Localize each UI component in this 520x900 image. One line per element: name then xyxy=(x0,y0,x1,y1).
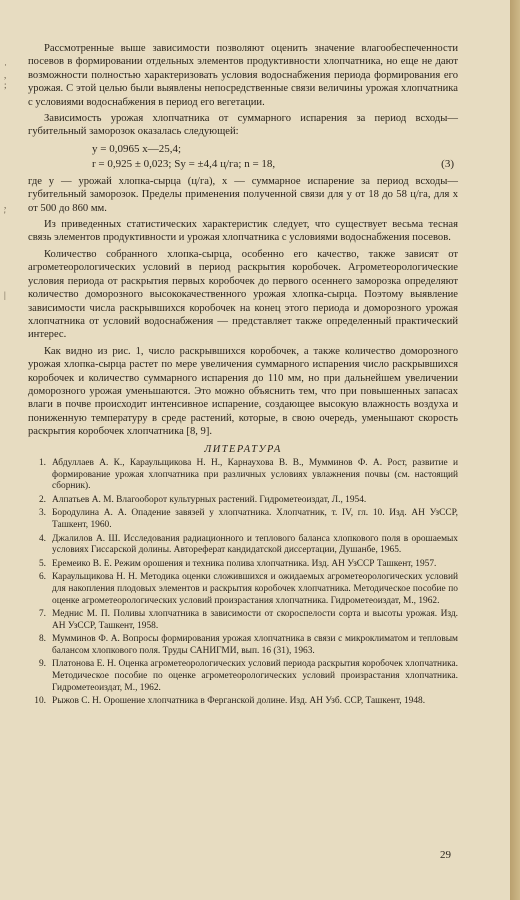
reference-item xyxy=(28,659,458,694)
reference-item xyxy=(28,559,458,571)
reference-item xyxy=(28,696,458,708)
paragraph: Количество собранного хлопка-сырца, особенно его качество, также зависят от агрометеорологических условий в период раскрытия коробочек. Агрометеорологические условия периода от раскрытия первых коробочек до первого осеннего заморозка определяют количество доморозного высококачественного урожая хлопка-сырца. Поэтому выявление зависимости числа раскрывшихся коробочек на конец этого периода и доморозного урожая хлопчатника от условий водоснабжения — представляет также определенный практический интерес. xyxy=(28,248,458,341)
formula-number: (3) xyxy=(441,157,454,170)
margin-mark: , ' xyxy=(4,200,7,220)
reference-text: Бородулина А. А. Опадение завязей у хлопчатника. Хлопчатник, т. IV, гл. 10. Изд. АН УзССР, Ташкент, 1960. xyxy=(52,508,458,530)
reference-text: Алпатьев А. М. Влагооборот культурных растений. Гидрометеоиздат, Л., 1954. xyxy=(52,494,367,505)
reference-number: 9. xyxy=(38,659,46,670)
main-text xyxy=(28,42,458,710)
margin-mark: · , ; xyxy=(4,60,7,90)
formula-line-2: r = 0,925 ± 0,023; Sy = ±4,4 ц/га; n = 18, xyxy=(92,157,276,170)
reference-item xyxy=(28,508,458,531)
reference-number: 2. xyxy=(38,494,46,505)
reference-text: Рыжов С. Н. Орошение хлопчатника в Ферганской долине. Изд. АН Узб. ССР, Ташкент, 1948. xyxy=(52,696,426,707)
reference-text: Караульщикова Н. Н. Методика оценки сложившихся и ожидаемых агрометеорологических условий для накопления плодовых элементов и раскрытия коробочек хлопчатника. Методическое пособие по оценке агрометеорологических условий произрастания хлопчатника. Гидрометеоиздат, М., 1962. xyxy=(52,572,458,606)
reference-text: Еремеико В. Е. Режим орошения и техника полива хлопчатника. Изд. АН УзССР Ташкент, 1957. xyxy=(52,558,437,569)
paragraph: Из приведенных статистических характеристик следует, что существует весьма тесная связь элементов продуктивности и урожая хлопчатника с условиями водоснабжения посевов. xyxy=(28,219,458,244)
formula-line-1: y = 0,0965 x—25,4; xyxy=(92,142,182,155)
paragraph: Зависимость урожая хлопчатника от суммарного испарения за период всходы—губительный заморозок оказалась следующей: xyxy=(28,113,458,138)
reference-number: 5. xyxy=(38,558,46,569)
reference-item xyxy=(28,495,458,507)
references-title: ЛИТЕРАТУРА xyxy=(204,443,282,455)
paragraph: Рассмотренные выше зависимости позволяют оценить значение влагообеспеченности посевов в формировании отдельных элементов продуктивности хлопчатника, но еще не дают возможности полностью характеризовать условия водоснабжения периода формирования его урожая. С этой целью были выявлены непосредственные связи величины урожая хлопчатника с условиями водоснабжения в период его вегетации. xyxy=(28,43,458,108)
reference-item xyxy=(28,458,458,493)
paragraph: Как видно из рис. 1, число раскрывшихся коробочек, а также количество доморозного урожая хлопка-сырца растет по мере увеличения суммарного испарения число раскрывшихся коробочек и количество суммарного испарения до 110 мм, но при дальнейшем увеличении доморозного урожая уменьшаются. Это можно объяснить тем, что при повышенных запасах влаги в почве происходит интенсивное испарение, создающее высокую влажность воздуха и пониженную температуру в среде растений, которые, в свою очередь, уменьшают скорость раскрытия коробочек хлопчатника [8, 9]. xyxy=(28,345,458,438)
reference-number: 6. xyxy=(38,572,46,583)
page-edge xyxy=(510,0,520,900)
reference-item xyxy=(28,609,458,632)
reference-text: Платонова Е. Н. Оценка агрометеорологических условий периода раскрытия коробочек хлопчатника. Методическое пособие по оценке агрометеорологических условий произрастания хлопчатника. Гидрометеоиздат, М., 1962. xyxy=(52,659,458,693)
reference-text: Меднис М. П. Поливы хлопчатника в зависимости от скороспелости сорта и высоты урожая. Изд. АН УзССР, Ташкент, 1958. xyxy=(52,609,458,631)
reference-number: 3. xyxy=(38,508,46,519)
reference-text: Мумминов Ф. А. Вопросы формирования урожая хлопчатника в связи с микроклиматом и тепловым балансом хлопкового поля. Труды САНИГМИ, вып. 16 (31), 1963. xyxy=(52,634,458,656)
reference-item xyxy=(28,634,458,657)
reference-item xyxy=(28,572,458,607)
reference-number: 7. xyxy=(38,609,46,620)
reference-number: 4. xyxy=(38,533,46,544)
reference-number: 1. xyxy=(38,457,46,468)
page-number: 29 xyxy=(440,849,451,861)
margin-mark: | xyxy=(4,290,6,300)
formula xyxy=(28,142,458,172)
reference-text: Абдуллаев А. К., Караульщикова Н. Н., Карнаухова В. В., Мумминов Ф. А. Рост, развитие и формирование урожая хлопчатника при различных условиях увлажнения почвы (см. настоящий сборник). xyxy=(52,457,458,492)
paragraph: где y — урожай хлопка-сырца (ц/га), x — суммарное испарение за период всходы—губительный заморозок. Пределы применения полученной связи для y от 18 до 58 ц/га, для x от 500 до 860 мм. xyxy=(28,175,458,214)
reference-item xyxy=(28,534,458,557)
reference-number: 8. xyxy=(38,634,46,645)
reference-text: Джалилов А. Ш. Исследования радиационного и теплового баланса хлопкового поля в орошаемых условиях Гиссарской долины. Автореферат кандидатской диссертации, Душанбе, 1965. xyxy=(52,533,458,556)
reference-number: 10. xyxy=(34,696,46,707)
references-list xyxy=(28,458,458,708)
